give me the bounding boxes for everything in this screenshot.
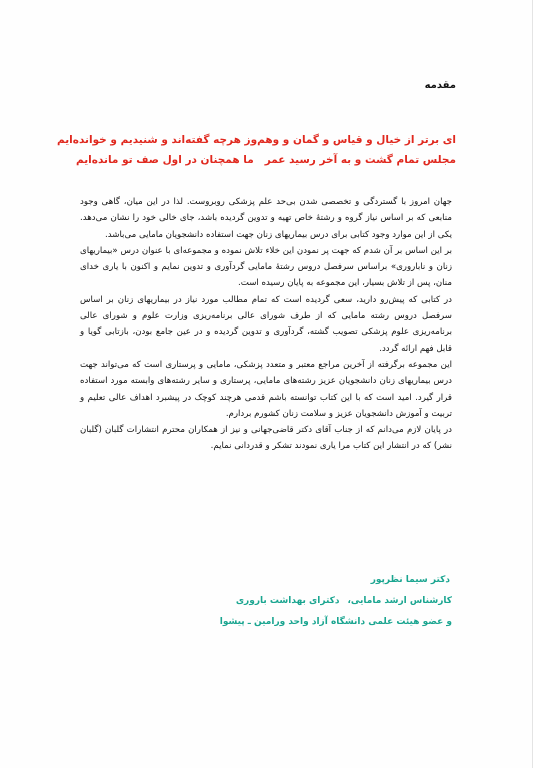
- preface-body: [80, 194, 452, 455]
- author-roles: [220, 591, 452, 612]
- poem-line-1-hemistich-right: ای برتر از خیال و قیاس و گمان و وهم: [257, 134, 456, 146]
- author-affiliation: و عضو هیئت علمی دانشگاه آزاد واحد ورامین ـ پیشوا: [219, 617, 452, 627]
- section-heading: مقدمه: [424, 80, 456, 91]
- paragraph: بر این اساس بر آن شدم که جهت پر نمودن این خلاء تلاش نموده و مجموعه‌ای با عنوان درس «بیماریهای زنان و ناباروری» براساس سرفصل دروس رشتهٔ مامایی گردآوری و تدوین نمایم و اکنون با یاری خدای منان، پس از تلاش بسیار، این مجموعه به پایان رسیده است.: [80, 245, 452, 289]
- author-signature: [220, 570, 452, 633]
- author-name: دکتر سیما نظرپور: [370, 575, 450, 585]
- poem-line-2: [76, 150, 456, 170]
- opening-poem: [57, 130, 456, 170]
- paragraph: این مجموعه برگرفته از آخرین مراجع معتبر و متعدد پزشکی، مامایی و پرستاری است که می‌تواند جهت درس بیماریهای زنان دانشجویان عزیز رشته‌های مامایی، پرستاری و سایر رشته‌های وابسته مورد استفاده قرار گیرد. امید است که با این کتاب توانسته باشم قدمی هرچند کوچک در پیشبرد اهداف عالی تعلیم و تربیت و آموزش دانشجویان عزیز و سلامت زنان کشورم بردارم.: [80, 359, 452, 419]
- author-role-2: دکترای بهداشت باروری: [235, 596, 340, 606]
- paragraph: جهان امروز با گستردگی و تخصصی شدن بی‌حد علم پزشکی روبروست. لذا در این میان، گاهی وجود منابعی که بر اساس نیاز گروه و رشتهٔ خاص تهیه و تدوین گردیده باشد، جای خالی خود را نشان می‌دهد. یکی از این موارد وجود کتابی برای درس بیماریهای زنان جهت استفاده دانشجویان مامایی می‌باشد.: [80, 197, 452, 240]
- paragraph: در پایان لازم می‌دانم که از جناب آقای دکتر قاضی‌جهانی و نیز از همکاران محترم انتشارات گلبان (گلبان نشر) که در انتشار این کتاب مرا یاری نمودند تشکر و قدردانی نمایم.: [80, 425, 452, 452]
- author-role-1: کارشناس ارشد مامایی،: [347, 596, 452, 606]
- paragraph: در کتابی که پیش‌رو دارید، سعی گردیده است که تمام مطالب مورد نیاز در بیماریهای زنان بر اساس سرفصل دروس رشته مامایی که از طرف شورای عالی برنامه‌ریزی وزارت علوم و شورای عالی برنامه‌ریزی علوم پزشکی تصویب گشته، گردآوری و تدوین گردیده و در عین جامع بودن، بازتابی گویا و قابل فهم ارائه گردد.: [80, 294, 452, 354]
- poem-line-2-hemistich-right: مجلس تمام گشت و به آخر رسید عمر: [264, 154, 456, 166]
- poem-line-1-hemistich-left: وز هرچه گفته‌اند و شنیدیم و خوانده‌ایم: [57, 134, 258, 146]
- poem-line-2-hemistich-left: ما همچنان در اول صف تو مانده‌ایم: [76, 154, 254, 166]
- poem-line-1: [57, 130, 456, 150]
